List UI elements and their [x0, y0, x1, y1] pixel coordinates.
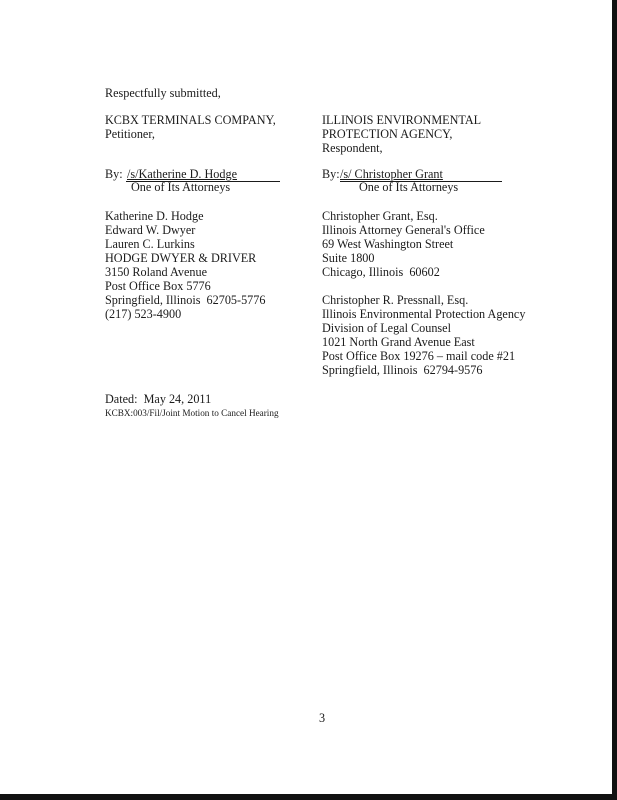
address-line: Edward W. Dwyer — [105, 223, 196, 237]
respondent-role: Respondent, — [322, 141, 383, 155]
address-line: Division of Legal Counsel — [322, 321, 451, 335]
address-line: Chicago, Illinois 60602 — [322, 265, 440, 279]
address-line: Suite 1800 — [322, 251, 375, 265]
respondent-name-line2: PROTECTION AGENCY, — [322, 127, 453, 141]
petitioner-by-label: By: — [105, 167, 123, 181]
page-number: 3 — [319, 711, 326, 725]
address-line: Christopher R. Pressnall, Esq. — [322, 293, 469, 307]
address-line: Illinois Environmental Protection Agency — [322, 307, 526, 321]
address-line: 1021 North Grand Avenue East — [322, 335, 475, 349]
address-line: Springfield, Illinois 62705-5776 — [105, 293, 266, 307]
respondent-signature: /s/ Christopher Grant — [340, 167, 443, 181]
file-reference: KCBX:003/Fil/Joint Motion to Cancel Hearing — [105, 408, 279, 418]
petitioner-signature: /s/Katherine D. Hodge — [127, 167, 237, 181]
address-line: HODGE DWYER & DRIVER — [105, 251, 257, 265]
address-line: Post Office Box 5776 — [105, 279, 211, 293]
address-line: Christopher Grant, Esq. — [322, 209, 438, 223]
scan-edge-right — [612, 0, 617, 800]
address-line: 3150 Roland Avenue — [105, 265, 207, 279]
address-line: Post Office Box 19276 – mail code #21 — [322, 349, 516, 363]
address-line: Illinois Attorney General's Office — [322, 223, 485, 237]
petitioner-attorneys-caption: One of Its Attorneys — [131, 180, 231, 194]
closing-intro: Respectfully submitted, — [105, 86, 221, 100]
address-line: (217) 523-4900 — [105, 307, 182, 321]
address-line: Lauren C. Lurkins — [105, 237, 195, 251]
petitioner-name: KCBX TERMINALS COMPANY, — [105, 113, 276, 127]
address-line: Springfield, Illinois 62794-9576 — [322, 363, 483, 377]
respondent-name-line1: ILLINOIS ENVIRONMENTAL — [322, 113, 482, 127]
dated-line: Dated: May 24, 2011 — [105, 392, 212, 406]
address-line: 69 West Washington Street — [322, 237, 454, 251]
petitioner-role: Petitioner, — [105, 127, 155, 141]
respondent-attorneys-caption: One of Its Attorneys — [359, 180, 459, 194]
address-line: Katherine D. Hodge — [105, 209, 204, 223]
scan-edge-bottom — [0, 794, 617, 800]
respondent-by-label: By: — [322, 167, 340, 181]
